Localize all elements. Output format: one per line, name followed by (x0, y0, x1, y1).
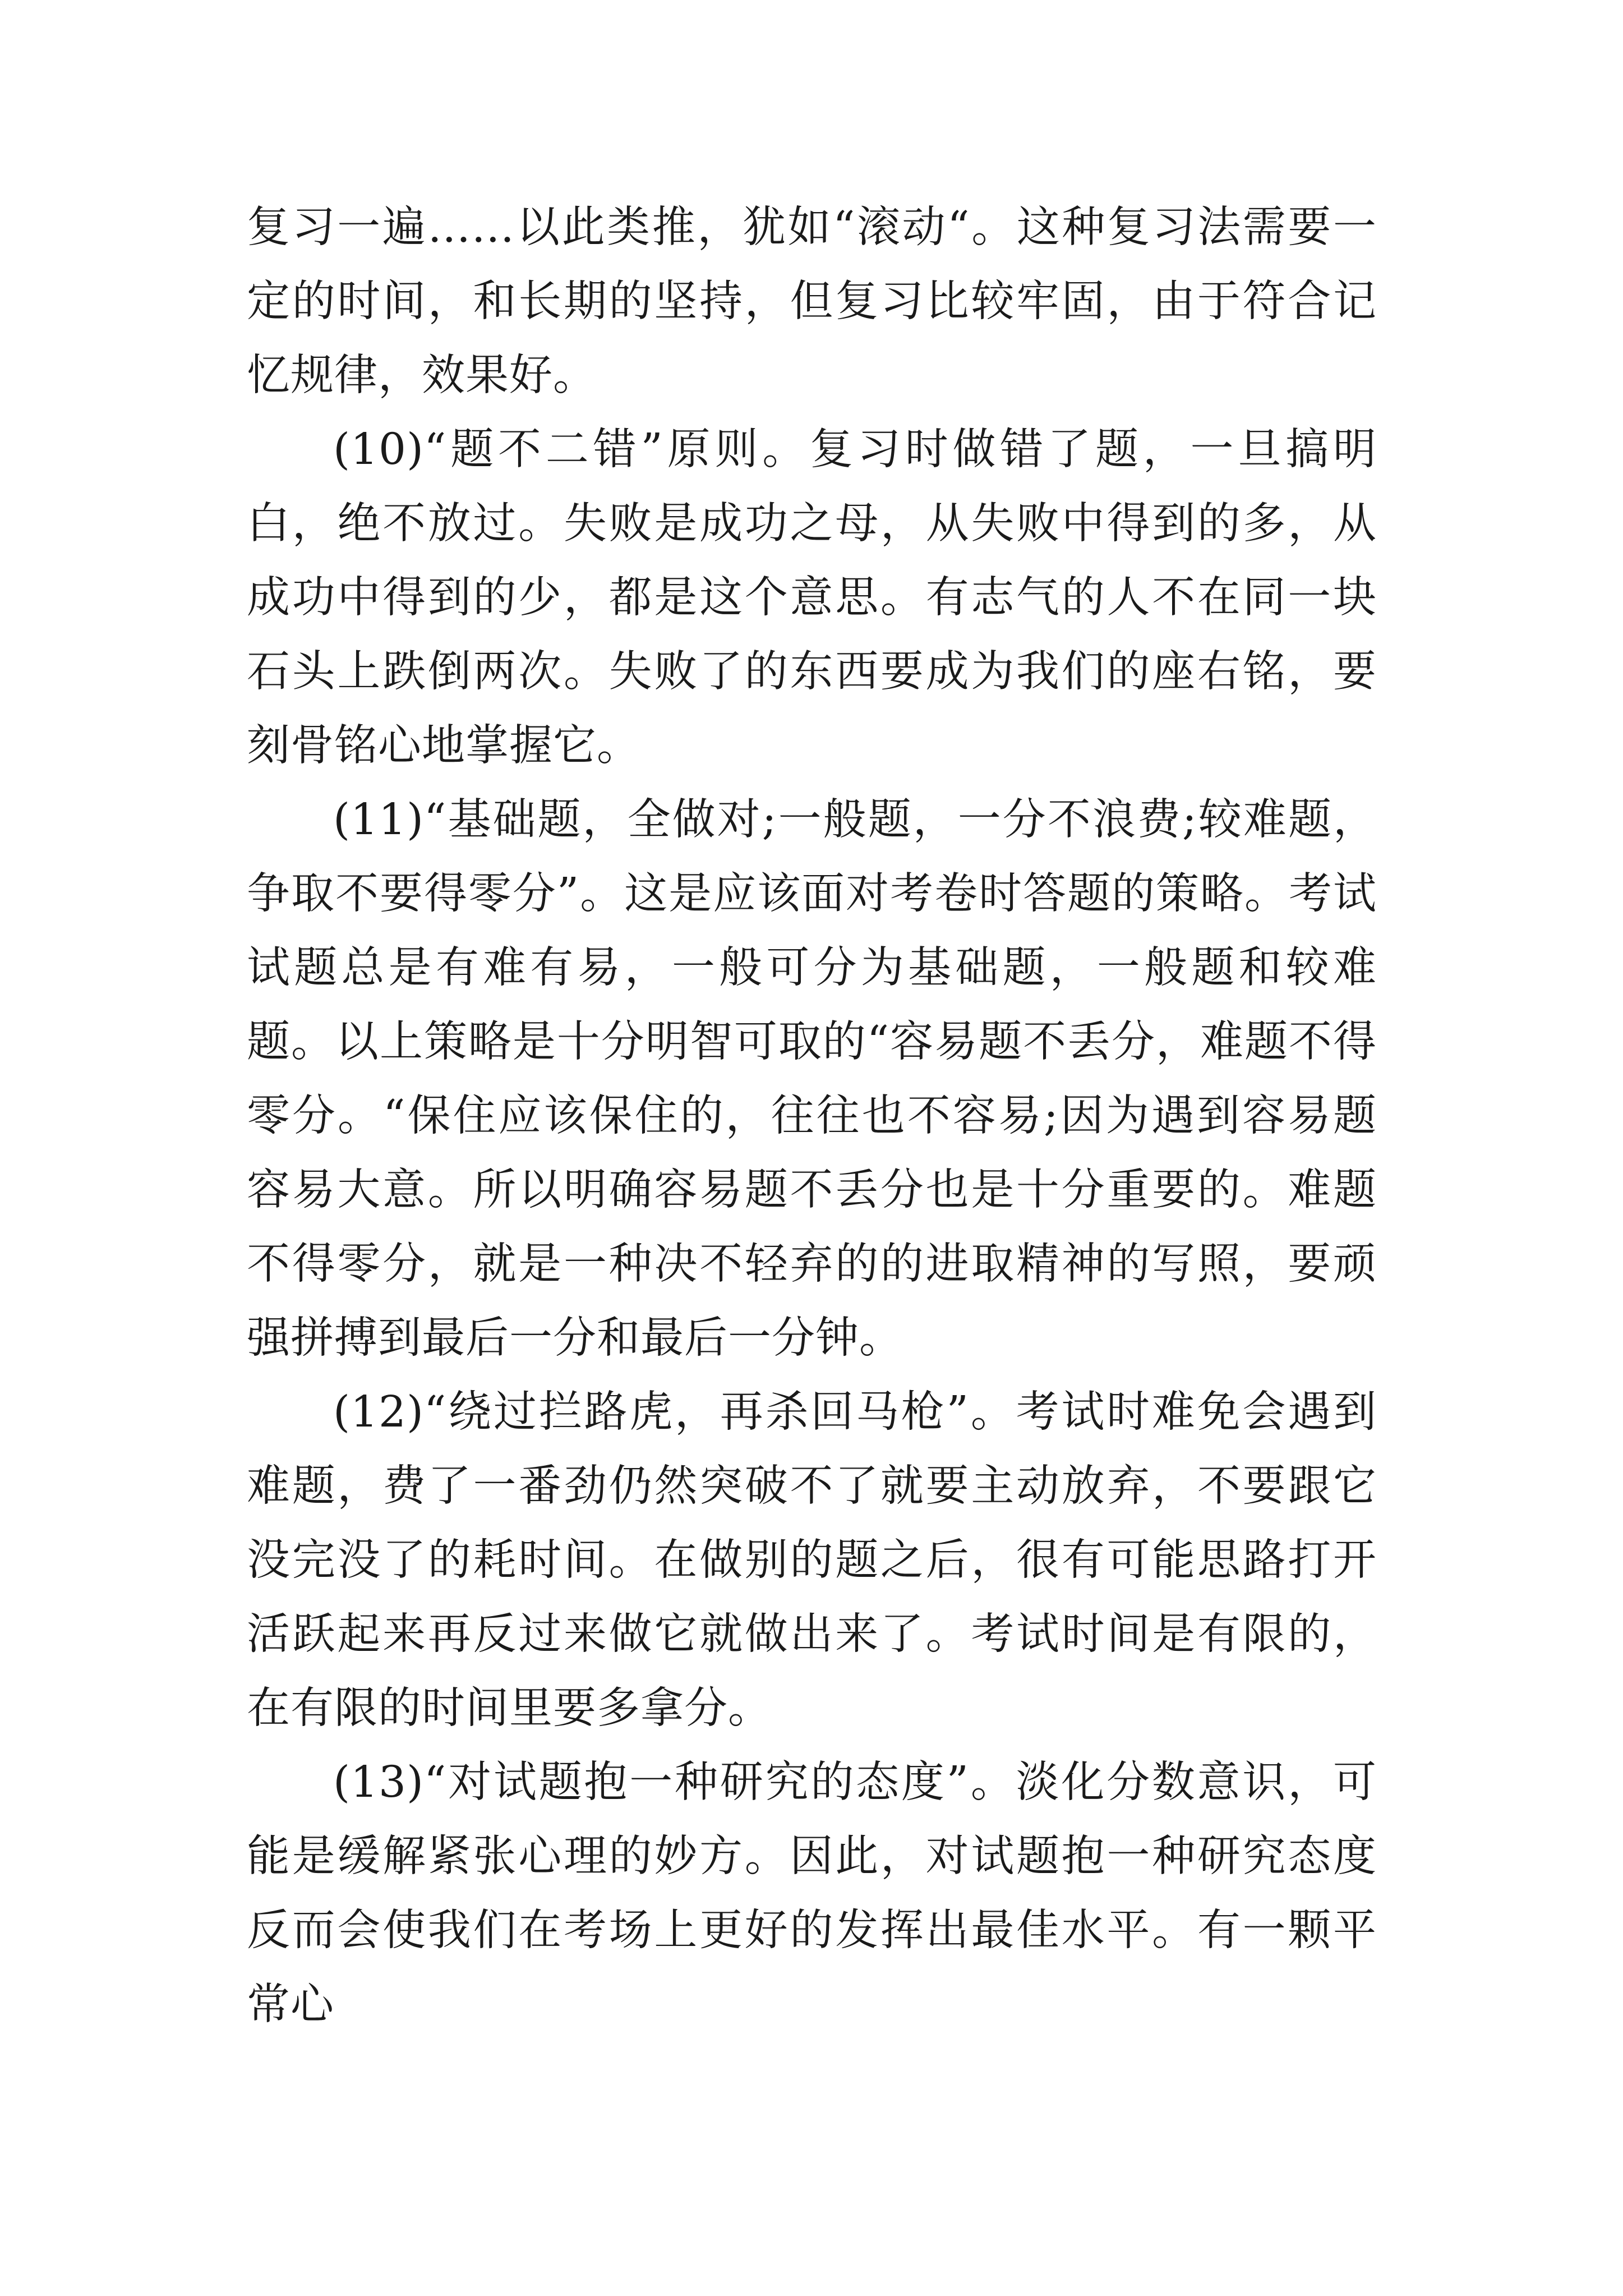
paragraph-item-13: (13)“对试题抱一种研究的态度”。淡化分数意识，可能是缓解紧张心理的妙方。因此，对试题抱一种研究态度反而会使我们在考场上更好的发挥出最佳水平。有一颗平常心 (247, 1757, 1377, 2030)
document-body (247, 191, 1377, 2042)
paragraph-item-12: (12)“绕过拦路虎，再杀回马枪”。考试时难免会遇到难题，费了一番劲仍然突破不了就要主动放弃，不要跟它没完没了的耗时间。在做别的题之后，很有可能思路打开活跃起来再反过来做它就做出来了。考试时间是有限的，在有限的时间里要多拿分。 (247, 1387, 1377, 1733)
paragraph-item-10: (10)“题不二错”原则。复习时做错了题，一旦搞明白，绝不放过。失败是成功之母，从失败中得到的多，从成功中得到的少，都是这个意思。有志气的人不在同一块石头上跌倒两次。失败了的东西要成为我们的座右铭，要刻骨铭心地掌握它。 (247, 425, 1377, 771)
paragraph-rolling-review: 复习一遍……以此类推，犹如“滚动“。这种复习法需要一定的时间，和长期的坚持，但复习比较牢固，由于符合记忆规律，效果好。 (247, 203, 1377, 401)
paragraph-item-11: (11)“基础题，全做对;一般题，一分不浪费;较难题，争取不要得零分”。这是应该面对考卷时答题的策略。考试试题总是有难有易，一般可分为基础题，一般题和较难题。以上策略是十分明智可取的“容易题不丢分，难题不得零分。“保住应该保住的，往往也不容易;因为遇到容易题容易大意。所以明确容易题不丢分也是十分重要的。难题不得零分，就是一种决不轻弃的的进取精神的写照，要顽强拼搏到最后一分和最后一分钟。 (247, 795, 1377, 1363)
